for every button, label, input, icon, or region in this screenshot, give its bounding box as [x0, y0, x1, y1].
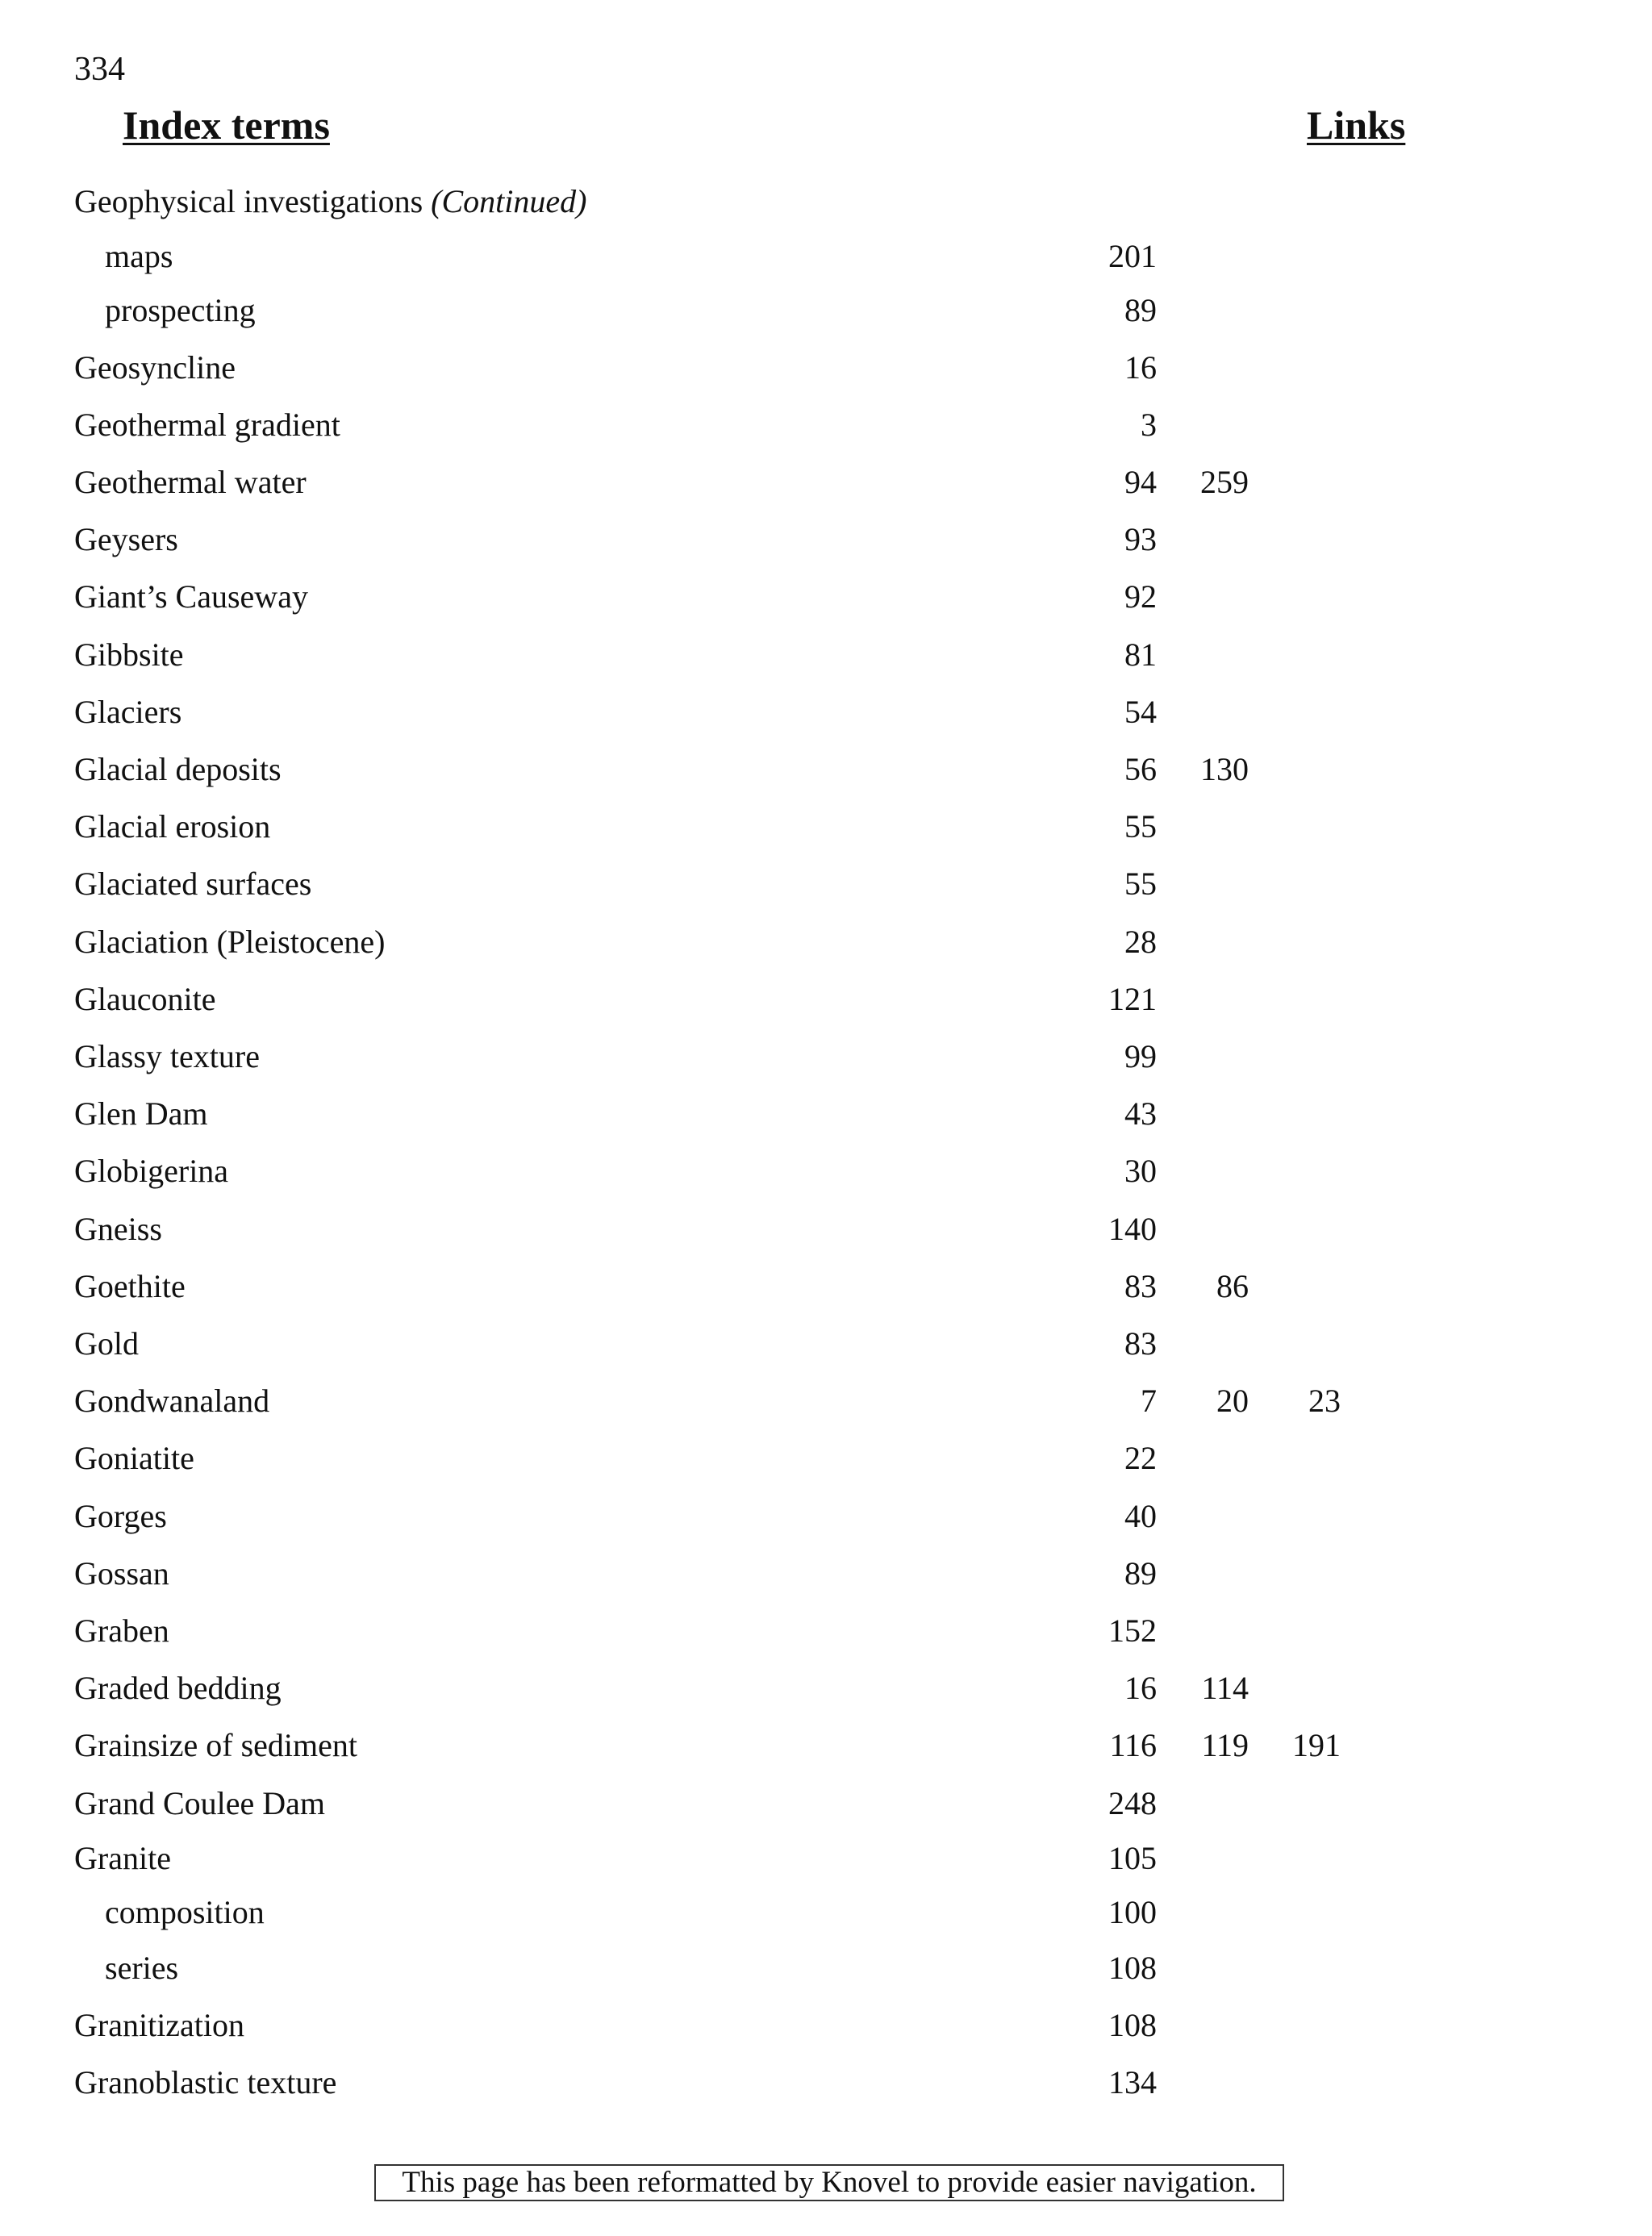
index-term [74, 1666, 282, 1711]
index-term [74, 1836, 171, 1881]
index-term-text: series [105, 1950, 179, 1986]
continued-note: (Continued) [431, 183, 587, 219]
index-entry [0, 1034, 1652, 1079]
index-entry [0, 1207, 1652, 1252]
index-term [74, 747, 282, 792]
index-entry [0, 403, 1652, 448]
index-term-text: maps [105, 238, 173, 274]
page-link[interactable]: 92 [1124, 578, 1157, 615]
page-link[interactable]: 55 [1124, 808, 1157, 845]
index-term [74, 179, 586, 224]
index-term-text: Gneiss [74, 1211, 162, 1247]
index-entry [0, 1723, 1652, 1768]
index-term [74, 632, 184, 678]
index-term-text: Glauconite [74, 981, 216, 1017]
page-link[interactable]: 108 [1108, 1950, 1157, 1986]
index-term-text: Geothermal water [74, 464, 307, 500]
index-term [74, 1091, 208, 1137]
index-term-text: Glaciers [74, 694, 182, 730]
index-entry [0, 1608, 1652, 1654]
index-term-text: Gossan [74, 1555, 169, 1591]
index-term [74, 1207, 162, 1252]
page-link[interactable]: 191 [1292, 1727, 1341, 1763]
index-entry [0, 1264, 1652, 1309]
index-entry [0, 2060, 1652, 2105]
page-link[interactable]: 114 [1201, 1670, 1249, 1706]
index-term [105, 1890, 265, 1935]
index-entry [0, 1436, 1652, 1481]
index-term [74, 1723, 357, 1768]
index-term [74, 1436, 194, 1481]
page-link[interactable]: 7 [1141, 1383, 1157, 1419]
page-link[interactable]: 100 [1108, 1894, 1157, 1930]
index-term-text: Glen Dam [74, 1095, 208, 1132]
page-link[interactable]: 56 [1124, 751, 1157, 787]
index-term-text: Gorges [74, 1498, 167, 1534]
page-link[interactable]: 119 [1201, 1727, 1249, 1763]
page-link[interactable]: 55 [1124, 866, 1157, 902]
index-entry [0, 977, 1652, 1022]
index-term [74, 2003, 244, 2048]
index-subentry [0, 288, 1652, 333]
index-term [74, 1608, 169, 1654]
page-link[interactable]: 83 [1124, 1268, 1157, 1304]
index-entry [0, 632, 1652, 678]
index-entry [0, 345, 1652, 390]
index-term [74, 517, 178, 562]
index-term [74, 403, 340, 448]
index-term-text: Gibbsite [74, 636, 184, 673]
index-term-text: Geysers [74, 521, 178, 557]
index-term-text: Glacial deposits [74, 751, 282, 787]
index-entry [0, 1149, 1652, 1194]
page-link[interactable]: 134 [1108, 2064, 1157, 2100]
index-term [74, 690, 181, 735]
index-term [74, 1494, 167, 1539]
page-link[interactable]: 93 [1124, 521, 1157, 557]
index-term-text: Granitization [74, 2007, 245, 2043]
index-term [74, 1149, 228, 1194]
index-term-text: Graben [74, 1612, 169, 1649]
index-entry [0, 2003, 1652, 2048]
page-link[interactable]: 3 [1141, 407, 1157, 443]
index-term [74, 460, 307, 505]
index-term-text: Gondwanaland [74, 1383, 270, 1419]
index-term-text: Glaciation (Pleistocene) [74, 924, 386, 960]
index-term-text: Geosyncline [74, 349, 236, 386]
page-link[interactable]: 140 [1108, 1211, 1157, 1247]
page-number: 334 [74, 51, 125, 88]
page-link[interactable]: 116 [1109, 1727, 1157, 1763]
page-link[interactable]: 89 [1124, 1555, 1157, 1591]
index-term [74, 345, 236, 390]
page-link[interactable]: 105 [1108, 1840, 1157, 1876]
index-term [74, 1379, 269, 1424]
index-term-text: Glacial erosion [74, 808, 271, 845]
index-entry [0, 690, 1652, 735]
page-link[interactable]: 99 [1124, 1038, 1157, 1074]
page-link[interactable]: 94 [1124, 464, 1157, 500]
page-link[interactable]: 23 [1308, 1383, 1341, 1419]
page-link[interactable]: 130 [1200, 751, 1249, 787]
index-entry [0, 920, 1652, 965]
index-term [74, 861, 311, 907]
index-term-text: Glaciated surfaces [74, 866, 312, 902]
index-entry [0, 1666, 1652, 1711]
page-link[interactable]: 16 [1124, 349, 1157, 386]
index-term-text: Geothermal gradient [74, 407, 340, 443]
index-term-text: Glassy texture [74, 1038, 260, 1074]
index-entry [0, 804, 1652, 849]
index-term-text: Grand Coulee Dam [74, 1785, 326, 1821]
index-entry [0, 574, 1652, 619]
index-term-text: Granoblastic texture [74, 2064, 337, 2100]
page-link[interactable]: 30 [1124, 1153, 1157, 1189]
index-term [74, 2060, 336, 2105]
index-term-text: Granite [74, 1840, 171, 1876]
index-term [74, 977, 216, 1022]
page-link[interactable]: 40 [1124, 1498, 1157, 1534]
links-heading: Links [1307, 102, 1406, 148]
index-term [74, 1264, 186, 1309]
index-entry [0, 179, 1652, 224]
page-link[interactable]: 22 [1124, 1440, 1157, 1476]
index-term-text: Goniatite [74, 1440, 194, 1476]
index-entry [0, 1379, 1652, 1424]
index-term [74, 920, 385, 965]
page-link[interactable]: 152 [1108, 1612, 1157, 1649]
index-subentry [0, 1890, 1652, 1935]
index-entry [0, 747, 1652, 792]
index-term [74, 1781, 325, 1826]
page-link[interactable]: 28 [1124, 924, 1157, 960]
index-term [105, 288, 256, 333]
index-term-text: prospecting [105, 292, 256, 328]
index-term [74, 1551, 169, 1596]
index-term-text: Geophysical investigations [74, 183, 423, 219]
page-link[interactable]: 248 [1108, 1785, 1157, 1821]
page-link[interactable]: 108 [1108, 2007, 1157, 2043]
index-entry [0, 1321, 1652, 1366]
index-entry [0, 1781, 1652, 1826]
index-term-text: Giant’s Causeway [74, 578, 308, 615]
page-link[interactable]: 201 [1108, 238, 1157, 274]
index-terms-heading: Index terms [123, 102, 330, 148]
index-term [74, 1034, 260, 1079]
index-term-text: Gold [74, 1325, 139, 1362]
index-subentry [0, 234, 1652, 279]
index-entry [0, 1091, 1652, 1137]
index-subentry [0, 1946, 1652, 1991]
index-term [74, 1321, 139, 1366]
page-link[interactable]: 16 [1124, 1670, 1157, 1706]
index-entry [0, 1494, 1652, 1539]
page-link[interactable]: 83 [1124, 1325, 1157, 1362]
page-link[interactable]: 89 [1124, 292, 1157, 328]
index-term [74, 804, 270, 849]
index-term-text: Globigerina [74, 1153, 229, 1189]
index-term-text: Grainsize of sediment [74, 1727, 357, 1763]
index-term-text: composition [105, 1894, 265, 1930]
index-entry [0, 517, 1652, 562]
page-link[interactable]: 259 [1200, 464, 1249, 500]
page-link[interactable]: 81 [1124, 636, 1157, 673]
index-term [105, 1946, 178, 1991]
page-link[interactable]: 86 [1216, 1268, 1249, 1304]
index-term [105, 234, 173, 279]
index-term [74, 574, 308, 619]
page-link[interactable]: 20 [1216, 1383, 1249, 1419]
index-entry [0, 1836, 1652, 1881]
page-link[interactable]: 121 [1108, 981, 1157, 1017]
index-term-text: Goethite [74, 1268, 186, 1304]
index-entry [0, 1551, 1652, 1596]
page-link[interactable]: 43 [1124, 1095, 1157, 1132]
index-entry [0, 861, 1652, 907]
knovel-footer-notice: This page has been reformatted by Knovel to provide easier navigation. [374, 2164, 1284, 2201]
index-entry [0, 460, 1652, 505]
index-term-text: Graded bedding [74, 1670, 282, 1706]
page-link[interactable]: 54 [1124, 694, 1157, 730]
